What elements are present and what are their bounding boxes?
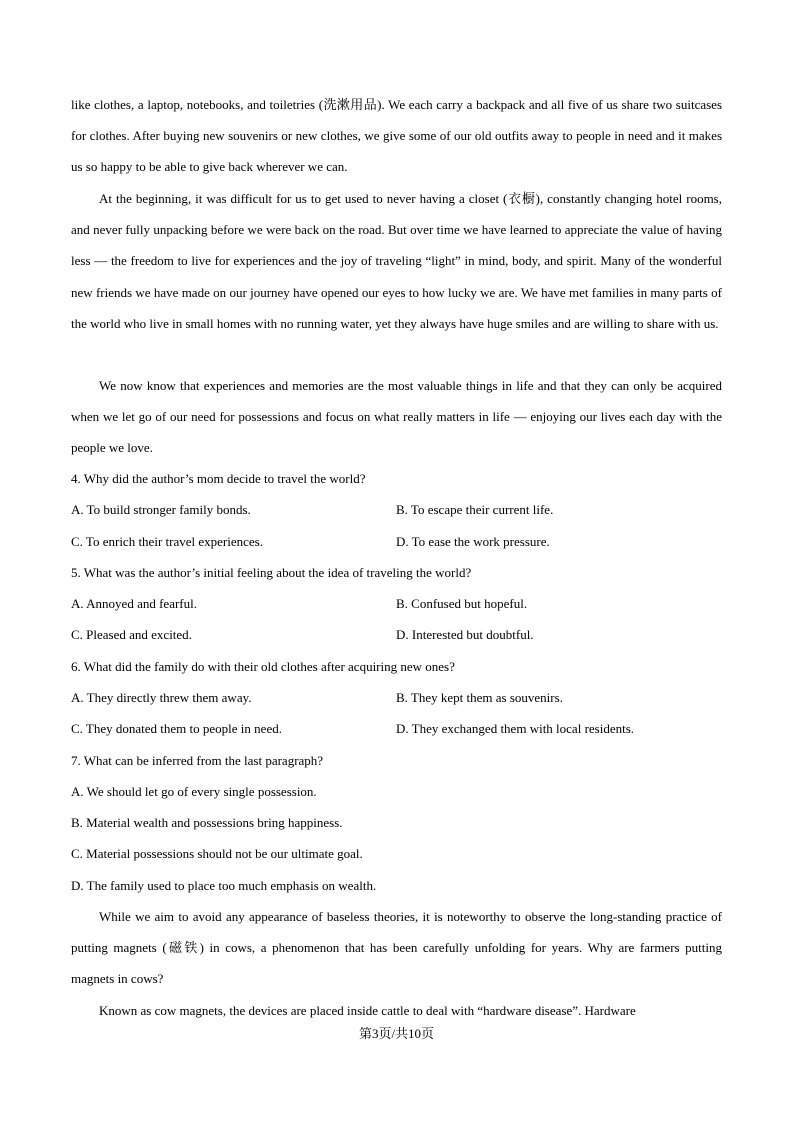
- answer-option-c: C. To enrich their travel experiences.: [71, 534, 263, 549]
- answer-option-d: D. They exchanged them with local residents.: [396, 721, 635, 736]
- answer-option-b: B. To escape their current life.: [396, 502, 554, 517]
- passage-paragraph: At the beginning, it was difficult for us to get used to never having a closet (衣橱), constantly changing hotel rooms, and never fully unpacking before we were back on the road. But over time we have learned to appreciate the value of having less — the freedom to live for experiences and the joy of traveling “light” in mind, body, and spirit. Many of the wonderful new friends we have made on our journey have opened our eyes to how lucky we are. We have met families in many parts of the world who live in small homes with no running water, yet they always have huge smiles and are willing to share with us.: [71, 191, 722, 331]
- answer-option-a: A. Annoyed and fearful.: [71, 596, 197, 611]
- answer-option-c: C. Pleased and excited.: [71, 627, 192, 642]
- question-stem: 4. Why did the author’s mom decide to travel the world?: [71, 471, 366, 486]
- answer-option-c: C. They donated them to people in need.: [71, 721, 282, 736]
- answer-option-a: A. We should let go of every single possession.: [71, 784, 317, 799]
- page-number: 第3页/共10页: [358, 1026, 435, 1041]
- answer-option-a: A. To build stronger family bonds.: [71, 502, 251, 517]
- passage-paragraph: We now know that experiences and memories are the most valuable things in life and that they can only be acquired when we let go of our need for possessions and focus on what really matters in life — enjoying our lives each day with the people we love.: [71, 378, 722, 456]
- question-stem: 5. What was the author’s initial feeling about the idea of traveling the world?: [71, 565, 472, 580]
- answer-option-d: D. Interested but doubtful.: [396, 627, 534, 642]
- answer-option-a: A. They directly threw them away.: [71, 690, 252, 705]
- passage-paragraph: While we aim to avoid any appearance of baseless theories, it is noteworthy to observe the long-standing practice of putting magnets (磁铁) in cows, a phenomenon that has been carefully unfolding for years. Why are farmers putting magnets in cows?: [71, 909, 722, 987]
- passage-paragraph: like clothes, a laptop, notebooks, and toiletries (洗漱用品). We each carry a backpack and all five of us share two suitcases for clothes. After buying new souvenirs or new clothes, we give some of our old outfits away to people in need and it makes us so happy to be able to give back wherever we can.: [71, 97, 722, 175]
- passage-paragraph: Known as cow magnets, the devices are placed inside cattle to deal with “hardware disease”. Hardware: [99, 1003, 636, 1018]
- answer-option-b: B. Confused but hopeful.: [396, 596, 528, 611]
- question-stem: 7. What can be inferred from the last paragraph?: [71, 753, 324, 768]
- answer-option-d: D. The family used to place too much emphasis on wealth.: [71, 878, 377, 893]
- answer-option-b: B. They kept them as souvenirs.: [396, 690, 563, 705]
- question-stem: 6. What did the family do with their old clothes after acquiring new ones?: [71, 659, 455, 674]
- answer-option-d: D. To ease the work pressure.: [396, 534, 550, 549]
- answer-option-b: B. Material wealth and possessions bring happiness.: [71, 815, 343, 830]
- answer-option-c: C. Material possessions should not be our ultimate goal.: [71, 846, 363, 861]
